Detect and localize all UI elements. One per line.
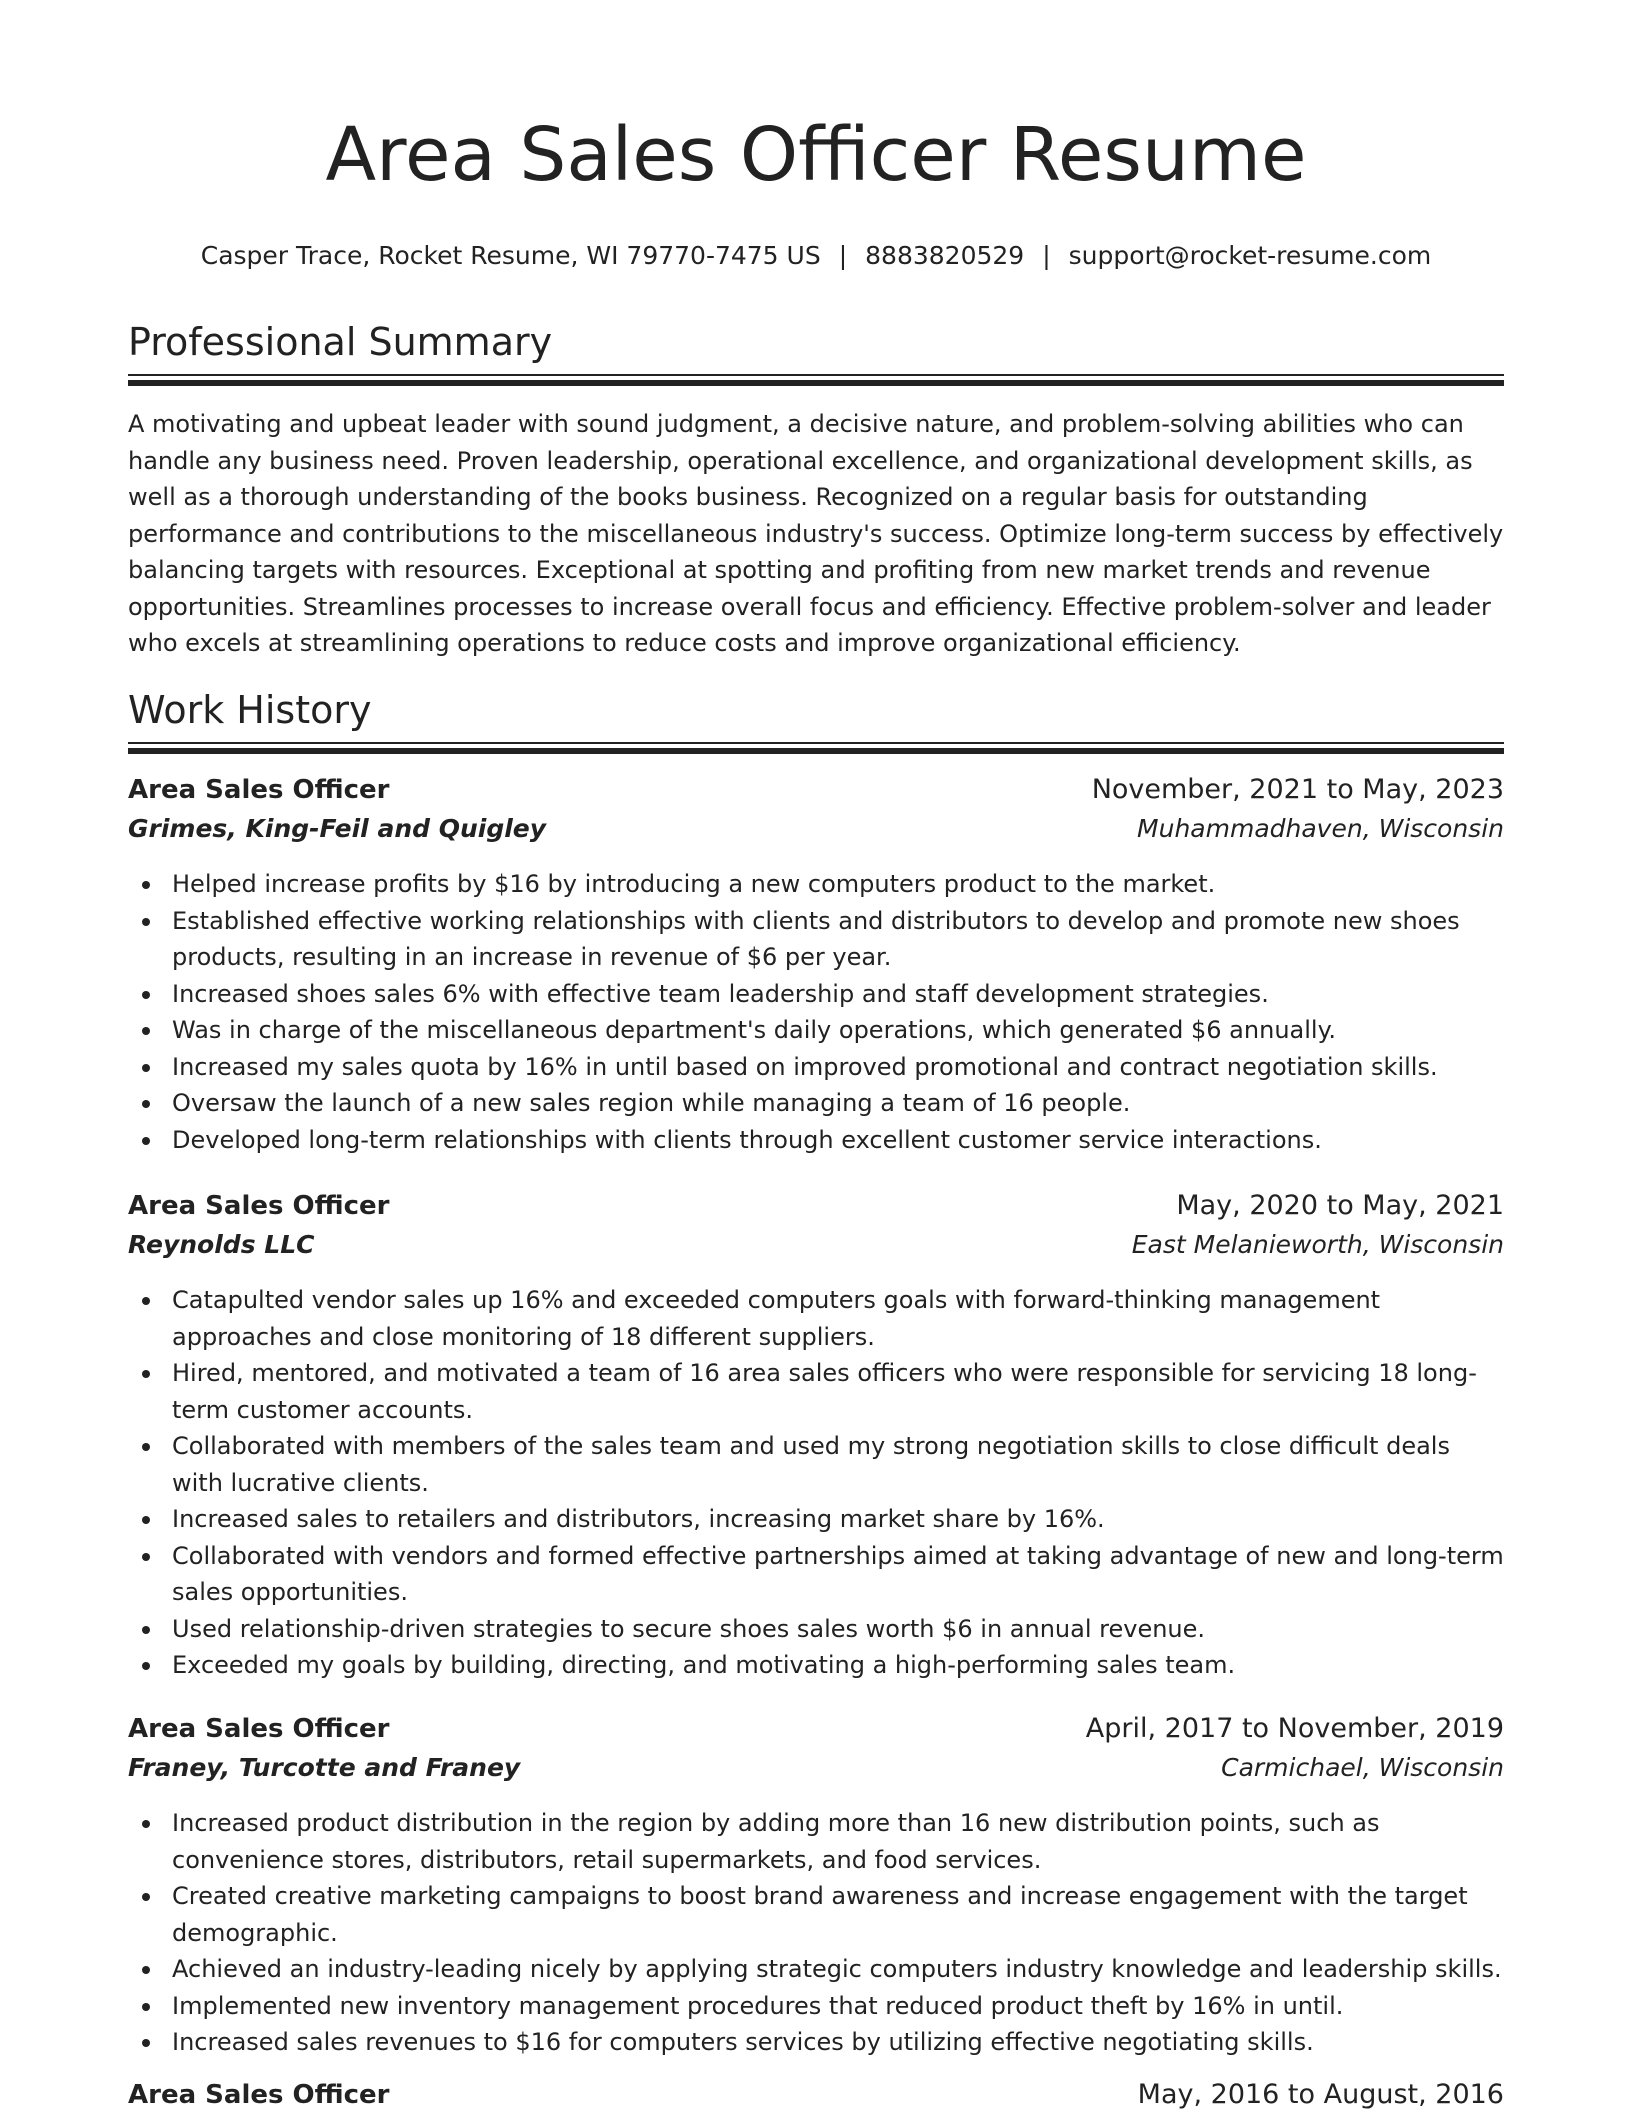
job-entry (128, 1190, 1504, 1684)
job-title: Area Sales Officer (128, 2080, 390, 2110)
bullet-text: Oversaw the launch of a new sales region while managing a team of 16 people. (172, 1089, 1131, 1117)
bullet-text: Created creative marketing campaigns to boost brand awareness and increase engagement with the target demographic. (172, 1882, 1468, 1947)
job-company-row (128, 1230, 1504, 1270)
job-entry (128, 2079, 1504, 2119)
bullet-dot-icon (142, 1137, 150, 1145)
bullet-item (172, 1501, 1504, 1538)
job-header-row (128, 774, 1504, 814)
bullet-dot-icon (142, 1297, 150, 1305)
job-company: Franey, Turcotte and Franey (128, 1753, 521, 1782)
bullet-dot-icon (142, 1893, 150, 1901)
contact-address: Casper Trace, Rocket Resume, WI 79770-7475 US (200, 241, 821, 270)
job-header-row (128, 1190, 1504, 1230)
bullet-dot-icon (142, 1370, 150, 1378)
bullet-item (172, 976, 1504, 1013)
job-dates: May, 2020 to May, 2021 (1176, 1190, 1504, 1221)
bullet-item (172, 1611, 1504, 1648)
bullet-text: Implemented new inventory management procedures that reduced product theft by 16% in until. (172, 1991, 1344, 2020)
summary-divider (128, 374, 1504, 386)
bullet-text: Catapulted vendor sales up 16% and exceeded computers goals with forward-thinking management approaches and close monitoring of 18 different suppliers. (172, 1286, 1381, 1351)
bullet-text: Established effective working relationships with clients and distributors to develop and promote new shoes products, resulting in an increase in revenue of $6 per year. (172, 906, 1460, 971)
job-company: Grimes, King-Feil and Quigley (128, 814, 547, 843)
job-company: Reynolds LLC (128, 1230, 315, 1259)
bullet-text: Increased my sales quota by 16% in until based on improved promotional and contract negotiation skills. (172, 1052, 1438, 1081)
bullet-item (172, 1122, 1504, 1159)
contact-line (128, 241, 1504, 271)
contact-separator: | (838, 241, 848, 270)
bullet-dot-icon (142, 1966, 150, 1974)
bullet-text: Increased sales revenues to $16 for computers services by utilizing effective negotiating skills. (172, 2028, 1314, 2056)
bullet-item (172, 1428, 1504, 1501)
bullet-item (172, 1805, 1504, 1878)
job-header-row (128, 1713, 1504, 1753)
job-bullets (128, 866, 1504, 1158)
bullet-item (172, 1012, 1504, 1049)
job-location: Carmichael, Wisconsin (1221, 1753, 1504, 1782)
bullet-text: Was in charge of the miscellaneous department's daily operations, which generated $6 annually. (172, 1016, 1336, 1044)
contact-phone: 8883820529 (865, 241, 1025, 270)
bullet-item (172, 2024, 1504, 2061)
bullet-text: Collaborated with vendors and formed effective partnerships aimed at taking advantage of new and long-term sales opportunities. (172, 1541, 1504, 1606)
bullet-dot-icon (142, 2003, 150, 2011)
bullet-dot-icon (142, 1064, 150, 1072)
job-location: East Melanieworth, Wisconsin (1131, 1230, 1504, 1259)
job-title: Area Sales Officer (128, 1191, 390, 1221)
bullet-dot-icon (142, 991, 150, 999)
job-entry (128, 774, 1504, 1158)
bullet-text: Achieved an industry-leading nicely by applying strategic computers industry knowledge and leadership skills. (172, 1955, 1502, 1983)
job-header-row (128, 2079, 1504, 2119)
job-company-row (128, 814, 1504, 854)
bullet-item (172, 1538, 1504, 1611)
bullet-text: Increased product distribution in the region by adding more than 16 new distribution points, such as convenience stores, distributors, retail supermarkets, and food services. (172, 1809, 1380, 1874)
summary-heading: Professional Summary (128, 320, 553, 364)
job-bullets (128, 1282, 1504, 1684)
job-dates: November, 2021 to May, 2023 (1091, 774, 1504, 805)
bullet-dot-icon (142, 1027, 150, 1035)
job-dates: April, 2017 to November, 2019 (1085, 1713, 1504, 1744)
bullet-text: Increased shoes sales 6% with effective team leadership and staff development strategies. (172, 979, 1269, 1008)
job-location: Muhammadhaven, Wisconsin (1137, 814, 1504, 843)
contact-email: support@rocket-resume.com (1068, 241, 1432, 270)
job-dates: May, 2016 to August, 2016 (1137, 2079, 1504, 2110)
bullet-dot-icon (142, 1100, 150, 1108)
bullet-item (172, 1951, 1504, 1988)
bullet-dot-icon (142, 1626, 150, 1634)
resume-title: Area Sales Officer Resume (325, 112, 1307, 198)
bullet-dot-icon (142, 881, 150, 889)
bullet-dot-icon (142, 918, 150, 926)
summary-text: A motivating and upbeat leader with sound judgment, a decisive nature, and problem-solving abilities who can handle any business need. Proven leadership, operational excellence, and organizational development skills, as well as a thorough understanding of the books business. Recognized on a regular basis for outstanding performance and contributions to the miscellaneous industry's success. Optimize long-term success by effectively balancing targets with resources. Exceptional at spotting and profiting from new market trends and revenue opportunities. Streamlines processes to increase overall focus and efficiency. Effective problem-solver and leader who excels at streamlining operations to reduce costs and improve organizational efficiency. (128, 410, 1504, 657)
bullet-text: Hired, mentored, and motivated a team of 16 area sales officers who were responsible for servicing 18 long-term customer accounts. (172, 1359, 1477, 1424)
bullet-text: Developed long-term relationships with clients through excellent customer service interactions. (172, 1125, 1322, 1154)
bullet-item (172, 1085, 1504, 1122)
bullet-text: Collaborated with members of the sales team and used my strong negotiation skills to close difficult deals with lucrative clients. (172, 1432, 1450, 1497)
bullet-dot-icon (142, 1516, 150, 1524)
bullet-item (172, 1355, 1504, 1428)
work-history-divider (128, 742, 1504, 754)
bullet-dot-icon (142, 1553, 150, 1561)
bullet-dot-icon (142, 2039, 150, 2047)
bullet-text: Used relationship-driven strategies to secure shoes sales worth $6 in annual revenue. (172, 1614, 1206, 1643)
job-company-row (128, 1753, 1504, 1793)
contact-separator: | (1042, 241, 1051, 270)
bullet-text: Helped increase profits by $16 by introducing a new computers product to the market. (172, 870, 1216, 898)
bullet-text: Increased sales to retailers and distributors, increasing market share by 16%. (172, 1505, 1105, 1533)
job-title: Area Sales Officer (128, 775, 390, 805)
job-bullets (128, 1805, 1504, 2061)
bullet-item (172, 1282, 1504, 1355)
bullet-item (172, 903, 1504, 976)
bullet-text: Exceeded my goals by building, directing, and motivating a high-performing sales team. (172, 1651, 1236, 1679)
bullet-item (172, 1988, 1504, 2025)
bullet-dot-icon (142, 1662, 150, 1670)
bullet-dot-icon (142, 1820, 150, 1828)
work-history-heading: Work History (128, 688, 372, 732)
job-entry (128, 1713, 1504, 2061)
bullet-item (172, 1878, 1504, 1951)
job-title: Area Sales Officer (128, 1714, 390, 1744)
bullet-item (172, 1647, 1504, 1684)
bullet-dot-icon (142, 1443, 150, 1451)
bullet-item (172, 866, 1504, 903)
bullet-item (172, 1049, 1504, 1086)
